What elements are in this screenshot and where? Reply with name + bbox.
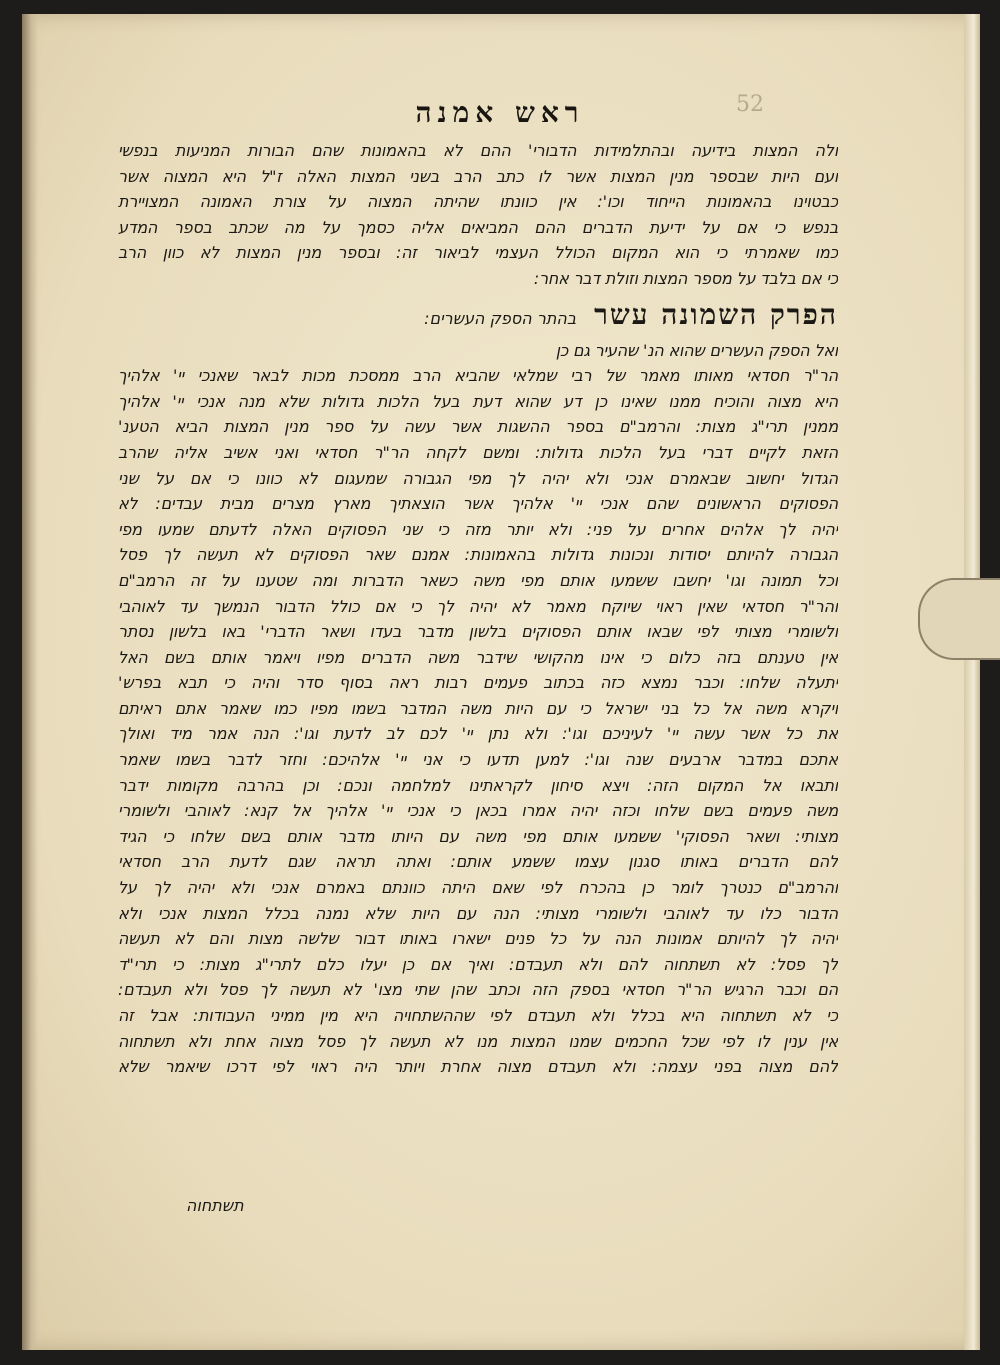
- main-text: [118, 138, 838, 1080]
- folio-number: 52: [736, 92, 764, 117]
- text-line: הגבורה להיותם יסודות ונכונות גדולות בהאמונות: אמנם שאר הפסוקים לא תעשה לך פסל: [118, 545, 838, 565]
- text-line: משה פעמים בשם שלחו וכזה יהיה אמרו בכאן כי אנכי יי' אלהיך אל קנא: לאוהבי ולשומרי: [118, 801, 838, 821]
- text-line: כי אם בלבד על מספר המצות וזולת דבר אחר:: [533, 268, 838, 288]
- text-line: והרמב"ם כנטרך לומר כן בהכרח לפי שאם היתה כוונתם באמרם אנכי ולא יהיה לך על: [118, 878, 838, 898]
- text-line: להם מצוה בפני עצמה: ולא תעבדם מצוה אחרת ויותר היה ראוי לפי דרכו שיאמר שלא: [118, 1057, 838, 1077]
- text-line: הזאת לקיים דברי בעל הלכות גדולות: ומשם לקחה הר"ר חסדאי ואני אשיב אליה שהרב: [118, 442, 838, 462]
- text-line: מצותי: ושאר הפסוקי' ששמעו אותם מפי משה עם היותו מדבר אותם בשם שלחו כי הגיד: [118, 826, 838, 846]
- text-line: כבטוינו בהאמונות הייחוד וכו': אין כוונתו שהיתה המצוה על צורת האמונה המצויירת: [118, 192, 838, 212]
- text-line: הגדול יחשוב שבאמרם אנכי ולא יהיה לך מפי הגבורה שמעגום לא כוונו כי אם על שני: [118, 468, 838, 488]
- text-line: אתכם במדבר ארבעים שנה וגו': למען תדעו כי אני יי' אלהיכם: וחזר לדבר בשמו שאמר: [118, 750, 838, 770]
- chapter-subtitle: בהתר הספק העשרים:: [424, 308, 577, 328]
- text-line: כמו שאמרתי כי הוא המקום הכולל העצמי לביאור זה: ובספר מנין המצות לא כוון הרב: [118, 243, 838, 263]
- page-edge: [964, 14, 980, 1350]
- chapter-title: הפרק השמונה עשר: [594, 297, 838, 331]
- text-line: יהיה לך אלהים אחרים על פני: ולא יותר מזה כי שני הפסוקים האלה לדעתם שמעו מפי: [118, 519, 838, 539]
- text-line: יהיה לך להיותם אמונות הנה על כל פנים ישארו באותו דבור שלשה מצות והם לא תעשה: [118, 929, 838, 949]
- text-line: ממנין תרי"ג מצות: והרמב"ם בספר ההשגות אשר עשה על ספר מנין המצות הביא הטענ': [118, 417, 838, 437]
- text-line: אין טענתם בזה כלום כי אינו מהקושי שידבר משה הדברים מפיו ויאמר אותם בשם האל: [118, 647, 838, 667]
- text-line: הדבור כלו עד לאוהבי ולשומרי מצותי: הנה עם היות שלא נמנה בכלל המצות אנכי ולא: [118, 903, 838, 923]
- catchword: תשתחוה: [186, 1196, 244, 1215]
- text-line: ויקרא משה אל כל בני ישראל כי עם היות משה המדבר בשמו מפיו כמו שאמר אתם ראיתם: [118, 698, 838, 718]
- page-gutter: [22, 14, 38, 1350]
- chapter-heading: [118, 292, 838, 338]
- text-line: ולה המצות בידיעה ובהתלמידות הדבורי' ההם לא בהאמונות שהם הבורות המניעות בנפשי: [118, 141, 838, 160]
- text-line: ותבאו אל המקום הזה: ויצא סיחון לקראתינו למלחמה ונכם: וכן בהרבה מקומות ידבר: [118, 775, 838, 795]
- thumb-index-tab[interactable]: [918, 578, 1000, 660]
- text-line: הם וכבר הרגיש הר"ר חסדאי בספק הזה וכתב שהן שתי מצו' לא תעשה לך פסל ולא תעבדם:: [118, 980, 838, 1000]
- text-line: לך פסל: לא תשתחוה להם ולא תעבדם: ואיך אם כן יעלו כלם לתרי"ג מצות: כי תרי"ד: [118, 954, 838, 974]
- running-head: ראש אמנה: [415, 96, 585, 129]
- text-line: ועם היות שבספר מנין המצות אשר לו כתב הרב בשני המצות האלה ז"ל היא המצוה אשר: [118, 166, 838, 186]
- text-line: והר"ר חסדאי שאין ראוי שיוקח מאמר לא יהיה לך כי אם כולל הדבור הנמשך עד לאוהבי: [118, 596, 838, 616]
- text-line: כי לא תשתחוה היא בכלל ולא תעבדם לפי שההשתחויה היא מין ממיני העבודות: אבל זה: [118, 1006, 838, 1025]
- text-line: וכל תמונה וגו' יחשבו ששמעו אותם מפי משה כשאר הדברות ומה שטענו על זה הרמב"ם: [118, 570, 838, 590]
- text-line: להם הדברים באותו סגנון עצמו ששמע אותם: ואתה תראה שגם לדעת הרב חסדאי: [118, 852, 838, 872]
- text-line: ואל הספק העשרים שהוא הנ' שהעיר גם כן: [555, 340, 838, 360]
- text-line: יתעלה שלחו: וכבר נמצא כזה בכתוב פעמים רבות ראה בסוף סדר והיה כי תבא בפרש': [118, 673, 838, 693]
- text-line: הפסוקים הראשונים שהם אנכי יי' אלהיך אשר הוצאתיך מארץ מצרים מבית עבדים: לא: [118, 494, 838, 514]
- text-line: בנפש כי אם על ידיעת הדברים ההם המביאים אליה כסמך על מה שכתב בספר המדע: [118, 217, 838, 237]
- text-line: את כל אשר עשה יי' לעיניכם וגו': ולא נתן יי' לכם לב לדעת וגו': הנה אמר מיד ואולך: [118, 724, 838, 744]
- text-line: אין ענין לו לפי שכל החכמים שמנו המצות מנו לא תעשה לך פסל מצוה אחת ולא תשתחוה: [118, 1031, 838, 1051]
- text-line: הר"ר חסדאי מאותו מאמר של רבי שמלאי שהביא הרב ממסכת מכות לבאר שאנכי יי' אלהיך: [118, 366, 838, 386]
- text-line: היא מצוה והוכיח ממנו שאינו כן דע שהוא דעת בעל הלכות גדולות שלא מנה אנכי יי' אלהיך: [118, 391, 838, 411]
- text-line: ולשומרי מצותי לפי שבאו אותם הפסוקים בלשון מדבר בעדו ושאר הדברי' באו בלשון נסתר: [118, 622, 838, 642]
